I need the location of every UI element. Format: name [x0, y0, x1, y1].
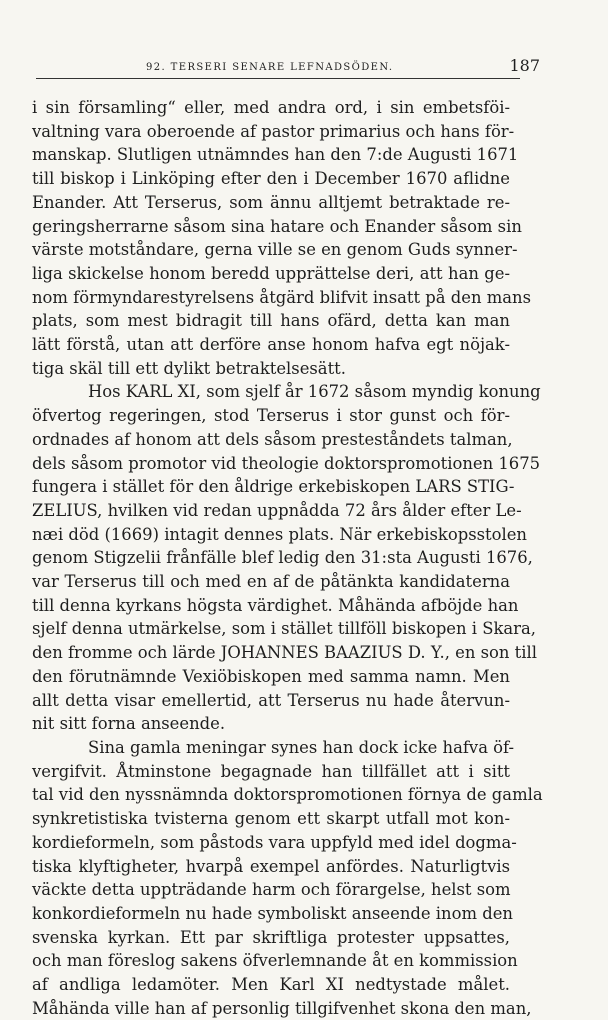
text-line: dels såsom promotor vid theologie doktorspromotionen 1675 [32, 453, 541, 473]
text-line: vergifvit. Åtminstone begagnade han tillfället att i sitt [32, 761, 510, 781]
text-line: sjelf denna utmärkelse, som i stället tillföll biskopen i Skara, [32, 619, 536, 639]
text-line: Hos KARL XI, som sjelf år 1672 såsom myndig konung [88, 382, 541, 402]
body-text [32, 96, 543, 1020]
text-line: fungera i stället för den åldrige erkebiskopen LARS STIG- [32, 477, 515, 497]
text-line: plats, som mest bidragit till hans ofärd, detta kan man [32, 311, 510, 331]
running-head: 92. TERSERI SENARE LEFNADSÖDEN. [146, 62, 394, 73]
text-line: tiska klyftigheter, hvarpå exempel anfördes. Naturligtvis [32, 856, 510, 876]
text-line: värste motståndare, gerna ville se en genom Guds synner- [32, 240, 518, 260]
text-line: svenska kyrkan. Ett par skriftliga protester uppsattes, [32, 927, 510, 947]
text-line: nit sitt forna anseende. [32, 714, 226, 734]
text-line: nom förmyndarestyrelsens åtgärd blifvit insatt på den mans [32, 287, 532, 307]
text-line: kordieformeln, som påstods vara uppfyld med idel dogma- [32, 832, 517, 852]
text-line: den förutnämnde Vexiöbiskopen med samma namn. Men [32, 666, 510, 686]
page-number: 187 [509, 56, 540, 75]
text-line: næi död (1669) intagit dennes plats. När erkebiskopsstolen [32, 524, 527, 544]
text-line: Måhända ville han af personlig tillgifvenhet skona den man, [32, 998, 532, 1018]
text-line: genom Stigzelii frånfälle blef ledig den 31:sta Augusti 1676, [32, 548, 533, 568]
text-line: Sina gamla meningar synes han dock icke hafva öf- [88, 737, 515, 757]
text-line: liga skickelse honom beredd upprättelse deri, att han ge- [32, 263, 510, 283]
text-line: tal vid den nyssnämnda doktorspromotionen förnya de gamla [32, 785, 543, 805]
text-line: Enander. Att Terserus, som ännu alltjemt betraktade re- [32, 192, 510, 212]
text-line: väckte detta uppträdande harm och förargelse, helst som [32, 880, 511, 900]
text-line: af andliga ledamöter. Men Karl XI nedtystade målet. [32, 975, 510, 995]
text-line: allt detta visar emellertid, att Terserus nu hade återvun- [32, 690, 510, 710]
text-line: var Terserus till och med en af de påtänkta kandidaterna [32, 572, 510, 592]
text-line: den fromme och lärde JOHANNES BAAZIUS D. Y., en son till [32, 643, 537, 663]
text-line: ZELIUS, hvilken vid redan uppnådda 72 års ålder efter Le- [32, 500, 522, 520]
text-line: manskap. Slutligen utnämndes han den 7:de Augusti 1671 [32, 145, 519, 165]
page-header [36, 56, 540, 79]
text-line: geringsherrarne såsom sina hatare och Enander såsom sin [32, 216, 522, 236]
text-line: ordnades af honom att dels såsom presteståndets talman, [32, 429, 513, 449]
text-line: valtning vara oberoende af pastor primarius och hans för- [32, 121, 515, 141]
text-line: öfvertog regeringen, stod Terserus i stor gunst och för- [32, 406, 510, 426]
text-line: till biskop i Linköping efter den i December 1670 aflidne [32, 169, 510, 189]
text-line: och man föreslog sakens öfverlemnande åt en kommission [32, 951, 518, 971]
text-line: till denna kyrkans högsta värdighet. Måhända afböjde han [32, 595, 519, 615]
text-line: i sin församling“ eller, med andra ord, i sin embetsföi- [32, 98, 510, 117]
text-line: synkretistiska tvisterna genom ett skarpt utfall mot kon- [32, 809, 510, 829]
text-line: lätt förstå, utan att derföre anse honom hafva egt nöjak- [32, 335, 510, 355]
text-line: konkordieformeln nu hade symboliskt anseende inom den [32, 903, 513, 923]
text-line: tiga skäl till ett dylikt betraktelsesätt. [32, 358, 346, 378]
